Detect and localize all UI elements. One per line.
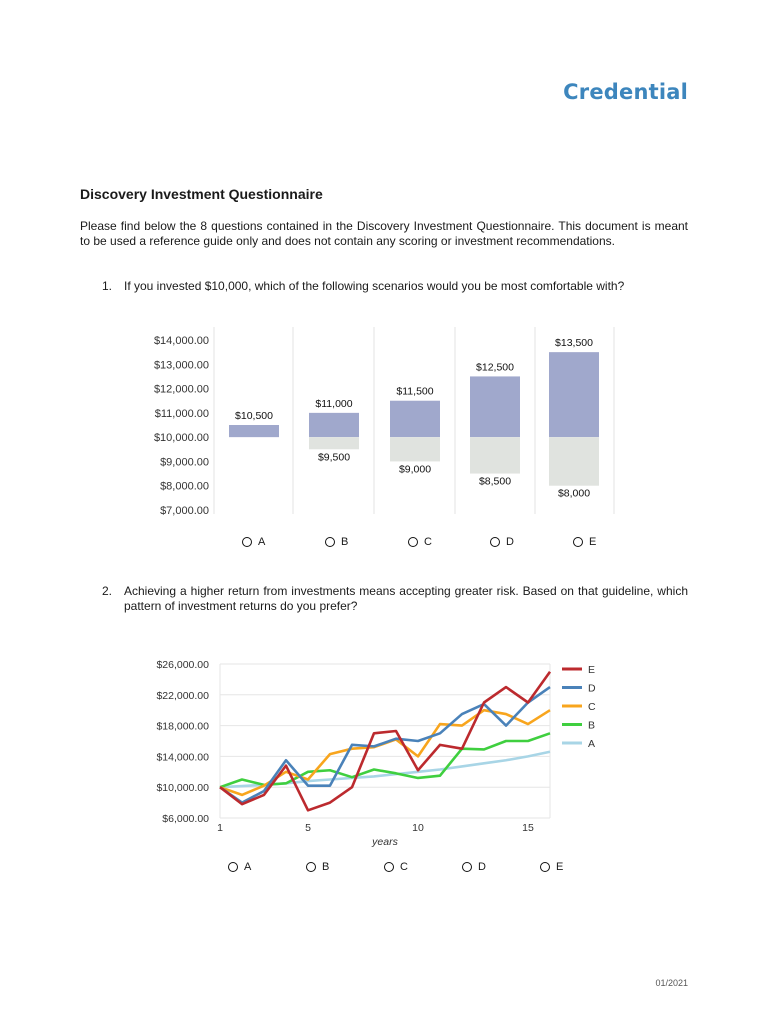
radio-circle-icon[interactable] <box>228 862 238 872</box>
option-label: C <box>424 536 432 548</box>
bar-gain-E <box>549 352 599 437</box>
q2-option-B[interactable] <box>306 861 329 873</box>
radio-circle-icon[interactable] <box>242 537 252 547</box>
q1-option-E[interactable] <box>573 536 596 548</box>
bar-low-label-D: $8,500 <box>478 475 512 488</box>
bar-low-label-C: $9,000 <box>398 463 432 476</box>
bar-ytick-label: $13,000.00 <box>153 359 209 372</box>
option-label: B <box>341 536 349 548</box>
q2-option-A[interactable] <box>228 861 251 873</box>
q1-option-A[interactable] <box>242 536 265 548</box>
bar-gain-A <box>229 425 279 437</box>
bar-high-label-E: $13,500 <box>555 337 593 350</box>
line-ytick-label: $22,000.00 <box>156 689 209 702</box>
question-2-number: 2. <box>102 584 113 598</box>
question-2-text: Achieving a higher return from investments means accepting greater risk. Based on that guideline, which pattern of investment returns do you prefer? <box>124 584 688 613</box>
intro-paragraph: Please find below the 8 questions contained in the Discovery Investment Questionnaire. This document is meant to be used a reference guide only and does not contain any scoring or investment recommendations. <box>80 219 688 248</box>
question-1-number: 1. <box>102 279 113 293</box>
legend-label-D: D <box>588 682 596 695</box>
line-ytick-label: $14,000.00 <box>156 751 209 764</box>
bar-ytick-label: $8,000.00 <box>160 480 209 493</box>
legend-label-C: C <box>588 701 596 713</box>
bar-low-label-E: $8,000 <box>557 487 591 500</box>
footer-date: 01/2021 <box>655 978 688 988</box>
radio-circle-icon[interactable] <box>325 537 335 547</box>
bar-ytick-label: $9,000.00 <box>160 456 209 469</box>
bar-high-label-A: $10,500 <box>235 410 273 422</box>
credential-logo: Credential <box>563 80 688 104</box>
radio-circle-icon[interactable] <box>490 537 500 547</box>
q2-option-E[interactable] <box>540 861 563 873</box>
option-label: A <box>244 861 252 873</box>
option-label: E <box>589 536 597 548</box>
option-label: B <box>322 861 330 873</box>
line-xtick-label: 1 <box>217 822 223 834</box>
q1-option-B[interactable] <box>325 536 348 548</box>
line-ytick-label: $18,000.00 <box>156 720 209 733</box>
bar-loss-D <box>470 437 520 473</box>
line-series-E <box>220 672 550 811</box>
question-1-text: If you invested $10,000, which of the following scenarios would you be most comfortable with? <box>124 279 625 293</box>
bar-high-label-C: $11,500 <box>396 385 434 398</box>
page-title: Discovery Investment Questionnaire <box>80 186 323 202</box>
line-xlabel: years <box>372 836 398 848</box>
radio-circle-icon[interactable] <box>573 537 583 547</box>
bar-ytick-label: $12,000.00 <box>153 383 209 396</box>
bar-gain-B <box>309 413 359 437</box>
bar-loss-C <box>390 437 440 461</box>
bar-ytick-label: $7,000.00 <box>160 505 209 517</box>
bar-low-label-B: $9,500 <box>317 451 351 464</box>
q2-option-C[interactable] <box>384 861 408 873</box>
bar-high-label-B: $11,000 <box>315 397 353 410</box>
radio-circle-icon[interactable] <box>306 862 316 872</box>
option-label: D <box>478 861 486 873</box>
q1-option-D[interactable] <box>490 536 514 548</box>
q1-option-C[interactable] <box>408 536 432 548</box>
legend-label-A: A <box>588 738 596 750</box>
bar-gain-C <box>390 401 440 437</box>
legend-label-B: B <box>588 719 596 732</box>
legend-label-E: E <box>588 664 596 676</box>
bar-ytick-label: $11,000.00 <box>154 407 209 420</box>
line-ytick-label: $6,000.00 <box>162 813 209 825</box>
line-xtick-label: 5 <box>305 822 311 834</box>
bar-gain-D <box>470 376 520 437</box>
bar-loss-E <box>549 437 599 486</box>
option-label: E <box>556 861 564 873</box>
radio-circle-icon[interactable] <box>540 862 550 872</box>
bar-ytick-label: $10,000.00 <box>153 432 209 445</box>
option-label: D <box>506 536 514 548</box>
returns-line-chart <box>130 652 630 850</box>
option-label: C <box>400 861 408 873</box>
radio-circle-icon[interactable] <box>384 862 394 872</box>
line-xtick-label: 15 <box>522 822 534 834</box>
scenario-bar-chart <box>130 322 630 527</box>
option-label: A <box>258 536 266 548</box>
line-xtick-label: 10 <box>412 822 424 834</box>
line-ytick-label: $26,000.00 <box>156 659 209 671</box>
bar-high-label-D: $12,500 <box>476 361 514 374</box>
bar-ytick-label: $14,000.00 <box>153 335 209 347</box>
line-ytick-label: $10,000.00 <box>156 782 209 795</box>
line-series-D <box>220 687 550 803</box>
q2-option-D[interactable] <box>462 861 486 873</box>
radio-circle-icon[interactable] <box>462 862 472 872</box>
radio-circle-icon[interactable] <box>408 537 418 547</box>
bar-loss-B <box>309 437 359 449</box>
